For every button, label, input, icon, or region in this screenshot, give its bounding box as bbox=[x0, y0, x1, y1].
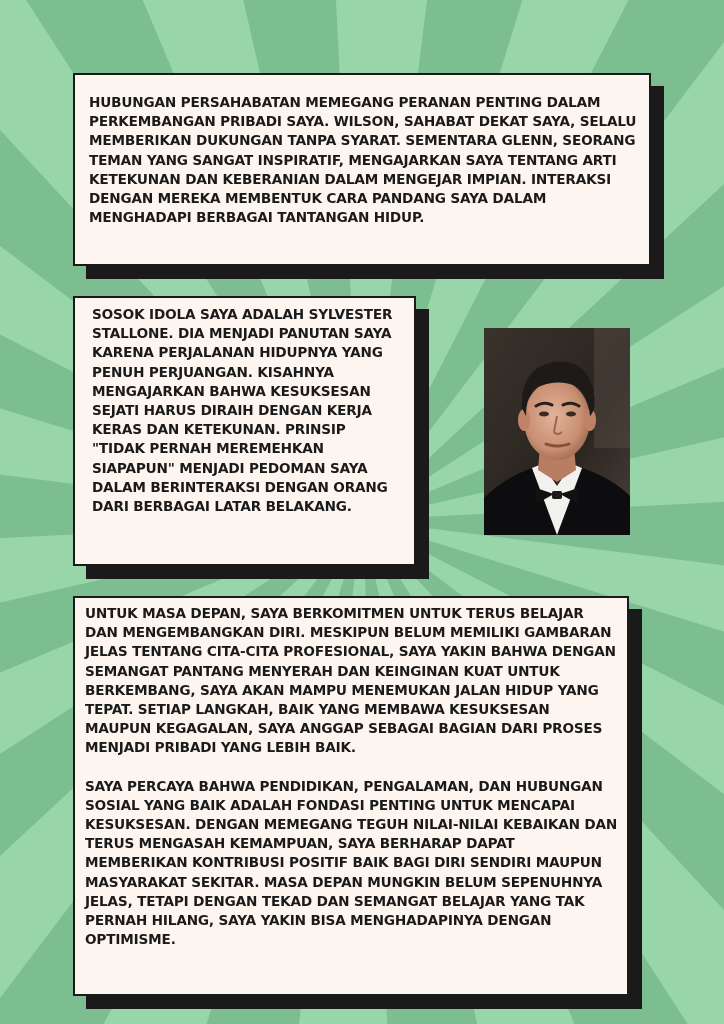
idol-photo bbox=[484, 328, 630, 535]
friendship-card bbox=[73, 73, 651, 266]
future-paragraph-2: SAYA PERCAYA BAHWA PENDIDIKAN, PENGALAMAN, DAN HUBUNGAN SOSIAL YANG BAIK ADALAH FONDASI PENTING UNTUK MENCAPAI KESUKSESAN. DENGAN MEMEGANG TEGUH NILAI-NILAI KEBAIKAN DAN TERUS MENGASAH KEMAMPUAN, SAYA BERHARAP DAPAT MEMBERIKAN KONTRIBUSI POSITIF BAIK BAGI DIRI SENDIRI MAUPUN MASYARAKAT SEKITAR. MASA DEPAN MUNGKIN BELUM SEPENUHNYA JELAS, TETAPI DENGAN TEKAD DAN SEMANGAT BELAJAR YANG TAK PERNAH HILANG, SAYA YAKIN BISA MENGHADAPINYA DENGAN OPTIMISME. bbox=[85, 778, 618, 949]
portrait-photo-icon bbox=[484, 328, 630, 535]
future-text bbox=[85, 605, 619, 950]
future-paragraph-1: UNTUK MASA DEPAN, SAYA BERKOMITMEN UNTUK TERUS BELAJAR DAN MENGEMBANGKAN DIRI. MESKIPUN BELUM MEMILIKI GAMBARAN JELAS TENTANG CITA-CITA PROFESIONAL, SAYA YAKIN BAHWA DENGAN SEMANGAT PANTANG MENYERAH DAN KEINGINAN KUAT UNTUK BERKEMBANG, SAYA AKAN MAMPU MENEMUKAN JALAN HIDUP YANG TEPAT. SETIAP LANGKAH, BAIK YANG MEMBAWA KESUKSESAN MAUPUN KEGAGALAN, SAYA ANGGAP SEBAGAI BAGIAN DARI PROSES MENJADI PRIBADI YANG LEBIH BAIK. bbox=[85, 606, 616, 757]
future-card bbox=[73, 596, 629, 996]
idol-card bbox=[73, 296, 416, 566]
friendship-text: HUBUNGAN PERSAHABATAN MEMEGANG PERANAN PENTING DALAM PERKEMBANGAN PRIBADI SAYA. WILSON, SAHABAT DEKAT SAYA, SELALU MEMBERIKAN DUKUNGAN TANPA SYARAT. SEMENTARA GLENN, SEORANG TEMAN YANG SANGAT INSPIRATIF, MENGAJARKAN SAYA TENTANG ARTI KETEKUNAN DAN KEBERANIAN DALAM MENGEJAR IMPIAN. INTERAKSI DENGAN MEREKA MEMBENTUK CARA PANDANG SAYA DALAM MENGHADAPI BERBAGAI TANTANGAN HIDUP. bbox=[89, 95, 637, 227]
idol-text: SOSOK IDOLA SAYA ADALAH SYLVESTER STALLONE. DIA MENJADI PANUTAN SAYA KARENA PERJALANAN HIDUPNYA YANG PENUH PERJUANGAN. KISAHNYA MENGAJARKAN BAHWA KESUKSESAN SEJATI HARUS DIRAIH DENGAN KERJA KERAS DAN KETEKUNAN. PRINSIP "TIDAK PERNAH MEREMEHKAN SIAPAPUN" MENJADI PEDOMAN SAYA DALAM BERINTERAKSI DENGAN ORANG DARI BERBAGAI LATAR BELAKANG. bbox=[92, 307, 393, 516]
